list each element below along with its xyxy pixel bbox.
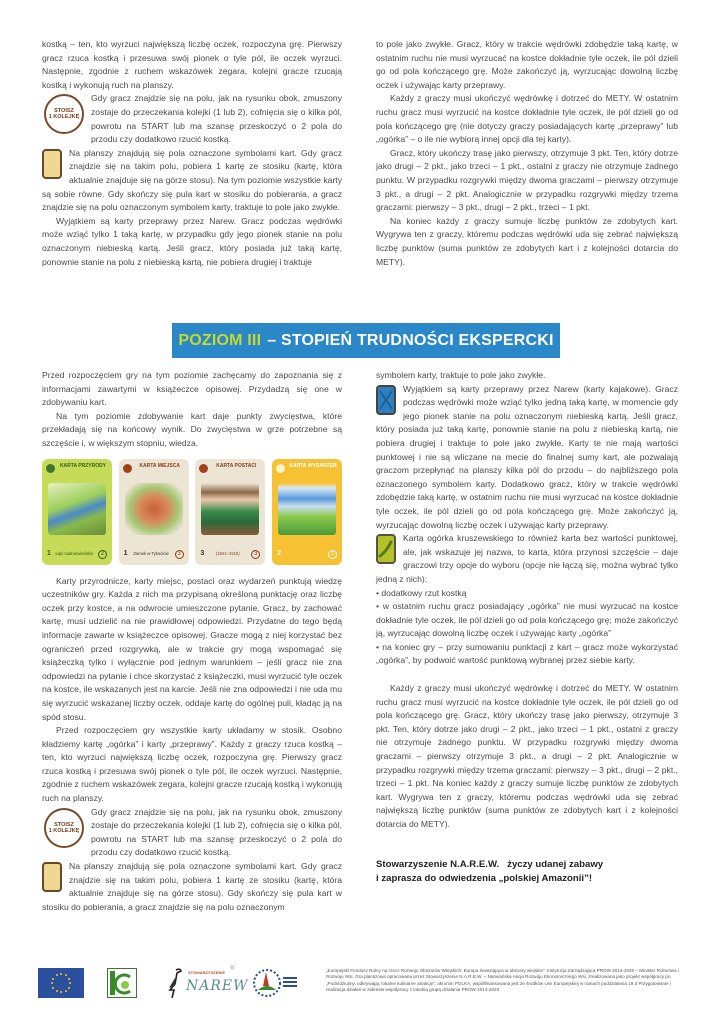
paragraph: Na planszy znajdują się pola oznaczone symbolami kart. Gdy gracz znajdzie się na takim polu, pobiera 1 kartę ze stosiku (kartę, która aktualnie znajduje się na górze stosu). Gdy skończy się pula kart w stosiku do pobierania, a gracz znajdzie się na polu oznaczonym xyxy=(42,861,342,912)
footer-legal-text: „Europejski Fundusz Rolny na rzecz Rozwoju Obszarów Wiejskich: Europa inwestująca w obszary wiejskie”. Instytucja Zarządzająca PROW 2014-2020 – Minister Rolnictwa i Rozwoju Wsi. Gra planszowa opracowana przez Stowarzyszenie N.A.R.E.W. – Narwiańska Akcja Rozwoju Ekonomicznego Wsi, zrealizowana jako projekt współpracy pn. „Podnidziujmy, odkrywając lokalne kulinarne atrakcje”, akronim POLKA, współfinansowana jest ze środków Unii Europejskiej w ramach poddziałania 19.3 Przygotowanie i realizacja działań w zakresie współpracy z lokalną grupą działania PROW 2014-2020. xyxy=(326,968,679,993)
nature-badge-icon xyxy=(46,464,55,473)
card-place xyxy=(119,459,189,565)
card-symbol-icon xyxy=(42,149,62,179)
eu-star-icon xyxy=(60,973,62,975)
paragraph: Wyjątkiem są karty przeprawy przez Narew. Gracz podczas wędrówki może wziąć tylko 1 taką kartę, w przypadku gdy jego pionek stanie na polu oznaczonym niebieską kartą. Jeśli gracz, który posiada już taką kartę, ponownie stanie na polu z niebieską kartą, nie pobiera drugiej i traktuje xyxy=(42,215,342,267)
top-left-column xyxy=(42,38,342,269)
card-title: KARTA POSTACI xyxy=(216,462,257,469)
card-points: 1 xyxy=(47,549,51,557)
paragraph: Przed rozpoczęciem gry wszystkie karty układamy w stosik. Osobno kładziemy kartę „ogórka” i karty „przeprawy”. Każdy z graczy rzuca kostką – ten, kto wyrzuci największą liczbę oczek, rozpoczyna grę. Pierwszy gracz rzuca kostką i przesuwa swój pionek o tyle pól, ile oczek wyrzuci. Następnie, zgodnie z ruchem wskazówek zegara, kolejni gracze rzucają kostką i wykonują ruch na planszy. xyxy=(42,725,342,804)
paragraph: Na planszy znajdują się pola oznaczone symbolami kart. Gdy gracz znajdzie się na takim polu, pobiera 1 kartę ze stosiku (kartę, która aktualnie znajduje się na górze stosu). Na tym poziomie wszystkie karty są sobie równe. Gdy skończy się pula kart w stosiku do pobierania, a gracz znajdzie się na polu oznaczonym symbolem karty, traktuje to pole jako zwykłe. xyxy=(42,147,342,213)
eu-star-icon xyxy=(51,982,53,984)
dice-number: 3 xyxy=(251,550,260,559)
bullet-item: • w ostatnim ruchu gracz posiadający „ogórka” nie musi wyrzucać na kostce dokładnie tyle oczek, ile pól dzieli go od pola kończącego grę; może zakończyć ją, wyrzucając dowolną liczbę oczek i używając karty „ogórka” xyxy=(376,601,678,639)
kayak-card-icon xyxy=(376,385,396,415)
eu-star-icon xyxy=(65,990,67,992)
card-title: KARTA WYDARZEŃ xyxy=(289,462,337,469)
card-points: 2 xyxy=(276,549,281,557)
banner-title: – STOPIEŃ TRUDNOŚCI EKSPERCKI xyxy=(267,331,554,349)
narew-wordmark: NAREW xyxy=(186,978,249,994)
portrait-illustration xyxy=(201,483,259,535)
bullet-item: • na koniec gry – przy sumowaniu punktacji z kart – gracz może wykorzystać „ogórka”, by podwoić wartość punktową wybranej przez siebie karty. xyxy=(376,641,678,666)
paragraph: Przed rozpoczęciem gry na tym poziomie zachęcamy do zapoznania się z informacjami zawartymi w książeczce opisowej. Przydadzą się one w zdobywaniu kart. xyxy=(42,370,342,408)
stoisz-label: 1 KOLEJKĘ xyxy=(48,114,80,121)
stoisz-label: 1 KOLEJKĘ xyxy=(48,827,80,834)
paragraph: kostką – ten, kto wyrzuci największą liczbę oczek, rozpoczyna grę. Pierwszy gracz rzuca kostką i przesuwa swój pionek o tyle pól, ile oczek wyrzuci. Następnie, zgodnie z ruchem wskazówek zegara, kolejni gracze rzucają kostką i wykonują ruch na planszy. xyxy=(42,39,342,90)
card-caption: Zamek w Tykocinie xyxy=(133,550,169,556)
balloon-illustration xyxy=(278,483,336,535)
eu-star-icon xyxy=(52,978,54,980)
closing-message xyxy=(376,858,678,887)
closing-line: Stowarzyszenie N.A.R.E.W. życzy udanej zabawy xyxy=(376,858,604,870)
footer-logos xyxy=(38,966,308,1000)
card-points: 1 xyxy=(123,549,128,557)
paragraph: Gracz, który ukończy trasę jako pierwszy, otrzymuje 3 pkt. Ten, który dotrze jako drugi – 2 pkt., jako trzeci – 1 pkt., ostatni z graczy nie otrzymuje żadnego punktu. W przypadku rozgrywki między dwoma graczami – pierwszy otrzymuje 3 pkt., a drugi – 2 pkt. Analogicznie w przypadku rozgrywki między trzema graczami: pierwszy – 3 pkt., drugi – 2 pkt., trzeci – 1 pkt. xyxy=(376,147,678,213)
person-badge-icon xyxy=(199,464,208,473)
card-points: 3 xyxy=(200,549,205,557)
lgd-logo xyxy=(252,968,304,998)
eu-star-icon xyxy=(65,974,67,976)
castle-illustration xyxy=(125,483,183,535)
eu-flag-logo xyxy=(38,968,84,998)
eu-star-icon xyxy=(68,987,70,989)
eu-star-icon xyxy=(68,978,70,980)
stoisz-label: STOISZ xyxy=(54,821,74,828)
place-badge-icon xyxy=(123,464,132,473)
paragraph: Na koniec każdy z graczy sumuje liczbę punktów ze zdobytych kart. Wygrywa ten z graczy, któremu podczas wędrówki uda się zebrać największą liczbę punktów (suma punktów ze zdobytych kart i z kolejności dotarcia do METY). xyxy=(376,215,678,267)
card-person xyxy=(195,459,265,565)
dice-number: 1 xyxy=(328,550,337,559)
eu-star-icon xyxy=(69,982,71,984)
paragraph: Wyjątkiem są karty przeprawy przez Narew (karty kajakowe). Gracz podczas wędrówki może wziąć tylko jedną taką kartę, w momencie gdy jego pionek stanie na polu oznaczonym niebieską kartą. Jeśli gracz, który posiada już taką kartę, ponownie stanie na polu z niebieską kartą, nie pobiera drugiej i traktuje to pole jako zwykłe. Karty te nie mają wartości punktowej i nie są wliczane na mecie do finalnej sumy kart, ale pozwalają graczom przepłynąć na planszy kilka pól do przodu – do najbliższego pola oznaczonego symbolem karty. Dodatkowo gracz, który w trakcie wędrówki zdobędzie taką kartę, w ostatnim ruchu nie musi wyrzucać na kostce dokładnie tyle oczek, ile pól dzieli go od pola kończącego grę. Może zakończyć ją, wyrzucając dowolną liczbę oczek i używając karty przeprawy. xyxy=(376,383,678,530)
card-examples xyxy=(42,459,342,565)
paragraph: symbolem karty, traktuje to pole jako zwykłe. xyxy=(376,370,546,380)
narew-small-label: STOWARZYSZENIE xyxy=(188,970,226,975)
card-symbol-icon xyxy=(42,862,62,892)
paragraph: Gdy gracz znajdzie się na polu, jak na rysunku obok, zmuszony zostaje do przeczekania kolejki (1 lub 2), cofnięcia się o kilka pól, powrotu na START lub ma szansę przeskoczyć o 2 pola do przodu czy dodatkowo rzucić kostką. xyxy=(91,806,342,858)
dice-number: 2 xyxy=(98,550,107,559)
bullet-item: • dodatkowy rzut kostką xyxy=(376,587,467,598)
paragraph: Na tym poziomie zdobywanie kart daje punkty zwycięstwa, które przekładają się na końcowy wynik. Do zwycięstwa w grze potrzebne są szczęście i, w większym stopniu, wiedza. xyxy=(42,410,342,448)
level-banner xyxy=(172,323,560,358)
paragraph: to pole jako zwykłe. Gracz, który w trakcie wędrówki zdobędzie taką kartę, w ostatnim ruchu nie musi wyrzucać na kostce dokładnie tyle oczek, ile pól dzieli go od pola kończącego grę. Może zakończyć ją, wyrzucając dowolną liczbę oczek i używając karty przeprawy. xyxy=(376,39,678,90)
card-event xyxy=(272,459,342,565)
landscape-illustration xyxy=(48,483,106,535)
top-right-column xyxy=(376,38,678,269)
eu-star-icon xyxy=(56,990,58,992)
narew-logo xyxy=(166,966,249,1000)
card-caption: Łąki nadnarwiańskie xyxy=(55,550,94,556)
card-nature xyxy=(42,459,112,565)
paragraph: Każdy z graczy musi ukończyć wędrówkę i dotrzeć do METY. W ostatnim ruchu gracz musi wyrzucić na kostce dokładnie tyle oczek, ile pól dzieli go od pola kończącego grę (nie dotyczy graczy posiadających kartę „przeprawy” lub „ogórka” – o ile nie wybiorą innej opcji dla tej karty). xyxy=(376,93,678,145)
bottom-right-column xyxy=(376,369,678,887)
cucumber-card-icon xyxy=(376,534,396,564)
paragraph: Każdy z graczy musi ukończyć wędrówkę i dotrzeć do METY. W ostatnim ruchu gracz musi wyrzucić na kostce dokładnie tyle oczek, ile pól dzieli go od pola kończącego grę. Gracz, który ukończy trasę jako pierwszy, otrzymuje 3 pkt. Ten, który dotrze jako drugi – 2 pkt., jako trzeci – 1 pkt., ostatni z graczy nie otrzymuje żadnego punktu. W przypadku rozgrywki między dwoma graczami – pierwszy otrzymuje 3 pkt., a drugi – 2 pkt. Analogicznie w przypadku rozgrywki między trzema graczami: pierwszy – 3 pkt., drugi – 2 pkt., trzeci – 1 pkt. Na koniec każdy z graczy sumuje liczbę punktów ze zdobytych kart. Wygrywa ten z graczy, któremu podczas wędrówki uda się zebrać największą liczbę punktów (suma punktów ze zdobytych kart i z kolejności dotarcia do METY). xyxy=(376,683,678,829)
bottom-left-column xyxy=(42,369,342,914)
dice-number: 3 xyxy=(175,550,184,559)
card-caption: (1841–1910) xyxy=(215,550,240,556)
stoisz-icon xyxy=(44,808,84,848)
closing-line: i zaprasza do odwiedzenia „polskiej Amazonii”! xyxy=(376,873,593,885)
event-badge-icon xyxy=(276,464,285,473)
paragraph: Karty przyrodnicze, karty miejsc, postaci oraz wydarzeń punktują wiedzę uczestników gry. Każda z nich ma przypisaną określoną punktację oraz liczbę oczek przy kostce, a na odwrocie umieszczone pytanie. Gracz, by zachować kartę, musi udzielić na nie prawidłowej odpowiedzi. Przydatne do tego będą informacje zawarte w książeczce opisowej. Gracze mogą z niej korzystać bez ograniczeń przed rozgrywką, ale w trakcie gry mogą wspomagać się książeczką tylko i wyłącznie pod jednym warunkiem – jeśli gracz nie zna odpowiedzi na pytanie i chce skorzystać z książeczki, musi wyrzucić tyle oczek na kostce, ile wskazanych jest na karcie. Jeśli nie zna odpowiedzi i nie uda mu się wyrzucić wskazanej liczby oczek, oddaje kartę do ogólnej puli, kładąc ją na spód stosu. xyxy=(42,575,342,722)
eu-star-icon xyxy=(52,987,54,989)
banner-level: POZIOM III xyxy=(178,331,262,349)
stoisz-label: STOISZ xyxy=(54,108,74,115)
leader-logo xyxy=(107,968,137,998)
eu-star-icon xyxy=(56,974,58,976)
paragraph: Gdy gracz znajdzie się na polu, jak na rysunku obok, zmuszony zostaje do przeczekania kolejki (1 lub 2), cofnięcia się o kilka pól, powrotu na START lub ma szansę przeskoczyć o 2 pola do przodu czy dodatkowo rzucić kostką. xyxy=(91,93,342,145)
card-title: KARTA PRZYRODY xyxy=(59,462,107,469)
eu-star-icon xyxy=(60,991,62,993)
card-title: KARTA MIEJSCA xyxy=(139,462,180,469)
registered-mark: ® xyxy=(230,966,235,972)
paragraph: Karta ogórka kruszewskiego to również karta bez wartości punktowej, ale, jak wskazuje jej nazwa, to karta, która przynosi szczęście – daje graczowi trzy opcje do wyboru (opcje nie łączą się, można wybrać tylko jedną z nich): xyxy=(376,533,678,584)
